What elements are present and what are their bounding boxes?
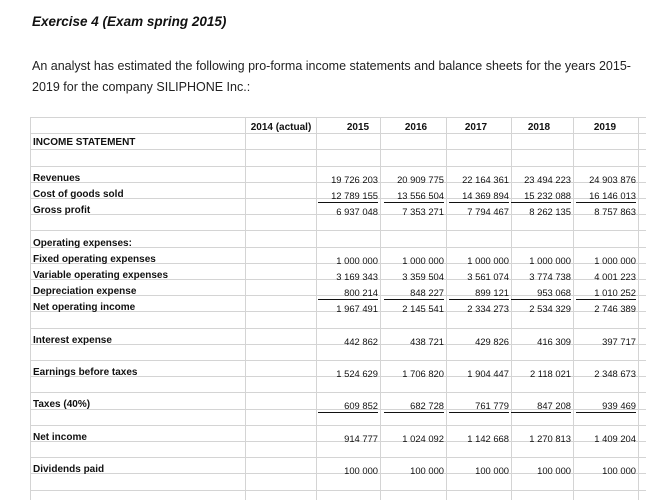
value-cell: 416 309 xyxy=(537,336,571,347)
value-cell: 100 000 xyxy=(410,465,444,476)
value-cell: 1 000 000 xyxy=(402,255,444,266)
value-cell: 24 903 876 xyxy=(589,174,636,185)
grid-hline xyxy=(30,392,646,393)
value-cell: 609 852 xyxy=(344,400,378,411)
grid-hline xyxy=(30,117,646,118)
value-cell: 20 909 775 xyxy=(397,174,444,185)
value-cell: 14 369 894 xyxy=(462,190,509,201)
value-cell: 4 001 223 xyxy=(594,271,636,282)
value-cell: 899 121 xyxy=(475,287,509,298)
value-cell: 100 000 xyxy=(537,465,571,476)
row-label: Net operating income xyxy=(33,302,136,313)
value-cell: 1 142 668 xyxy=(467,433,509,444)
value-cell: 1 000 000 xyxy=(529,255,571,266)
exercise-title: Exercise 4 (Exam spring 2015) xyxy=(32,14,227,29)
value-cell: 1 000 000 xyxy=(594,255,636,266)
value-cell: 2 145 541 xyxy=(402,303,444,314)
value-cell: 1 010 252 xyxy=(594,287,636,298)
row-label: Net income xyxy=(33,432,87,443)
value-cell: 2 334 273 xyxy=(467,303,509,314)
value-cell: 3 774 738 xyxy=(529,271,571,282)
grid-hline xyxy=(30,490,646,491)
value-cell: 3 169 343 xyxy=(336,271,378,282)
cell-rule xyxy=(576,412,636,413)
row-label: Operating expenses: xyxy=(33,238,132,249)
value-cell: 8 757 863 xyxy=(594,206,636,217)
value-cell: 2 118 021 xyxy=(529,368,571,379)
section-title: INCOME STATEMENT xyxy=(33,137,136,148)
value-cell: 953 068 xyxy=(537,287,571,298)
value-cell: 22 164 361 xyxy=(462,174,509,185)
value-cell: 761 779 xyxy=(475,400,509,411)
cell-rule xyxy=(318,299,378,300)
row-label: Interest expense xyxy=(33,335,112,346)
value-cell: 7 794 467 xyxy=(467,206,509,217)
value-cell: 1 000 000 xyxy=(467,255,509,266)
income-statement-table xyxy=(30,117,646,500)
year-header: 2017 xyxy=(464,122,488,133)
value-cell: 1 270 813 xyxy=(529,433,571,444)
value-cell: 6 937 048 xyxy=(336,206,378,217)
cell-rule xyxy=(576,202,636,203)
row-label: Earnings before taxes xyxy=(33,367,138,378)
value-cell: 3 561 074 xyxy=(467,271,509,282)
value-cell: 847 208 xyxy=(537,400,571,411)
value-cell: 682 728 xyxy=(410,400,444,411)
value-cell: 914 777 xyxy=(344,433,378,444)
value-cell: 848 227 xyxy=(410,287,444,298)
value-cell: 15 232 088 xyxy=(524,190,571,201)
value-cell: 3 359 504 xyxy=(402,271,444,282)
cell-rule xyxy=(384,202,444,203)
cell-rule xyxy=(449,299,509,300)
value-cell: 7 353 271 xyxy=(402,206,444,217)
value-cell: 16 146 013 xyxy=(589,190,636,201)
value-cell: 1 904 447 xyxy=(467,368,509,379)
value-cell: 800 214 xyxy=(344,287,378,298)
cell-rule xyxy=(511,299,571,300)
value-cell: 1 024 092 xyxy=(402,433,444,444)
cell-rule xyxy=(384,299,444,300)
value-cell: 438 721 xyxy=(410,336,444,347)
value-cell: 1 524 629 xyxy=(336,368,378,379)
row-label: Dividends paid xyxy=(33,464,105,475)
grid-hline xyxy=(30,425,646,426)
row-label: Fixed operating expenses xyxy=(33,254,156,265)
intro-paragraph: An analyst has estimated the following pro-forma income statements and balance sheets for the years 2015-2019 for the company SILIPHONE Inc.: xyxy=(32,59,631,94)
grid-hline xyxy=(30,457,646,458)
value-cell: 2 534 329 xyxy=(529,303,571,314)
year-header: 2015 xyxy=(346,122,370,133)
year-header: 2018 xyxy=(527,122,551,133)
grid-vline xyxy=(245,117,246,500)
grid-vline xyxy=(638,117,639,500)
year-header: 2014 (actual) xyxy=(250,122,312,133)
cell-rule xyxy=(449,202,509,203)
value-cell: 2 746 389 xyxy=(594,303,636,314)
row-label: Cost of goods sold xyxy=(33,189,124,200)
grid-hline xyxy=(30,149,646,150)
cell-rule xyxy=(384,412,444,413)
cell-rule xyxy=(511,412,571,413)
grid-hline xyxy=(30,360,646,361)
cell-rule xyxy=(449,412,509,413)
cell-rule xyxy=(318,202,378,203)
value-cell: 8 262 135 xyxy=(529,206,571,217)
cell-rule xyxy=(576,299,636,300)
value-cell: 100 000 xyxy=(602,465,636,476)
value-cell: 429 826 xyxy=(475,336,509,347)
value-cell: 1 967 491 xyxy=(336,303,378,314)
value-cell: 2 348 673 xyxy=(594,368,636,379)
cell-rule xyxy=(511,202,571,203)
value-cell: 1 409 204 xyxy=(594,433,636,444)
value-cell: 442 862 xyxy=(344,336,378,347)
value-cell: 397 717 xyxy=(602,336,636,347)
year-header: 2019 xyxy=(593,122,617,133)
row-label: Gross profit xyxy=(33,205,91,216)
value-cell: 939 469 xyxy=(602,400,636,411)
value-cell: 19 726 203 xyxy=(331,174,378,185)
value-cell: 1 706 820 xyxy=(402,368,444,379)
value-cell: 1 000 000 xyxy=(336,255,378,266)
row-label: Taxes (40%) xyxy=(33,399,91,410)
value-cell: 13 556 504 xyxy=(397,190,444,201)
grid-hline xyxy=(30,230,646,231)
row-label: Variable operating expenses xyxy=(33,270,169,281)
value-cell: 100 000 xyxy=(344,465,378,476)
grid-vline xyxy=(30,117,31,500)
value-cell: 23 494 223 xyxy=(524,174,571,185)
grid-hline xyxy=(30,166,646,167)
grid-hline xyxy=(30,328,646,329)
value-cell: 12 789 155 xyxy=(331,190,378,201)
row-label: Depreciation expense xyxy=(33,286,137,297)
row-label: Revenues xyxy=(33,173,81,184)
year-header: 2016 xyxy=(404,122,428,133)
cell-rule xyxy=(318,412,378,413)
value-cell: 100 000 xyxy=(475,465,509,476)
grid-hline xyxy=(30,133,646,134)
